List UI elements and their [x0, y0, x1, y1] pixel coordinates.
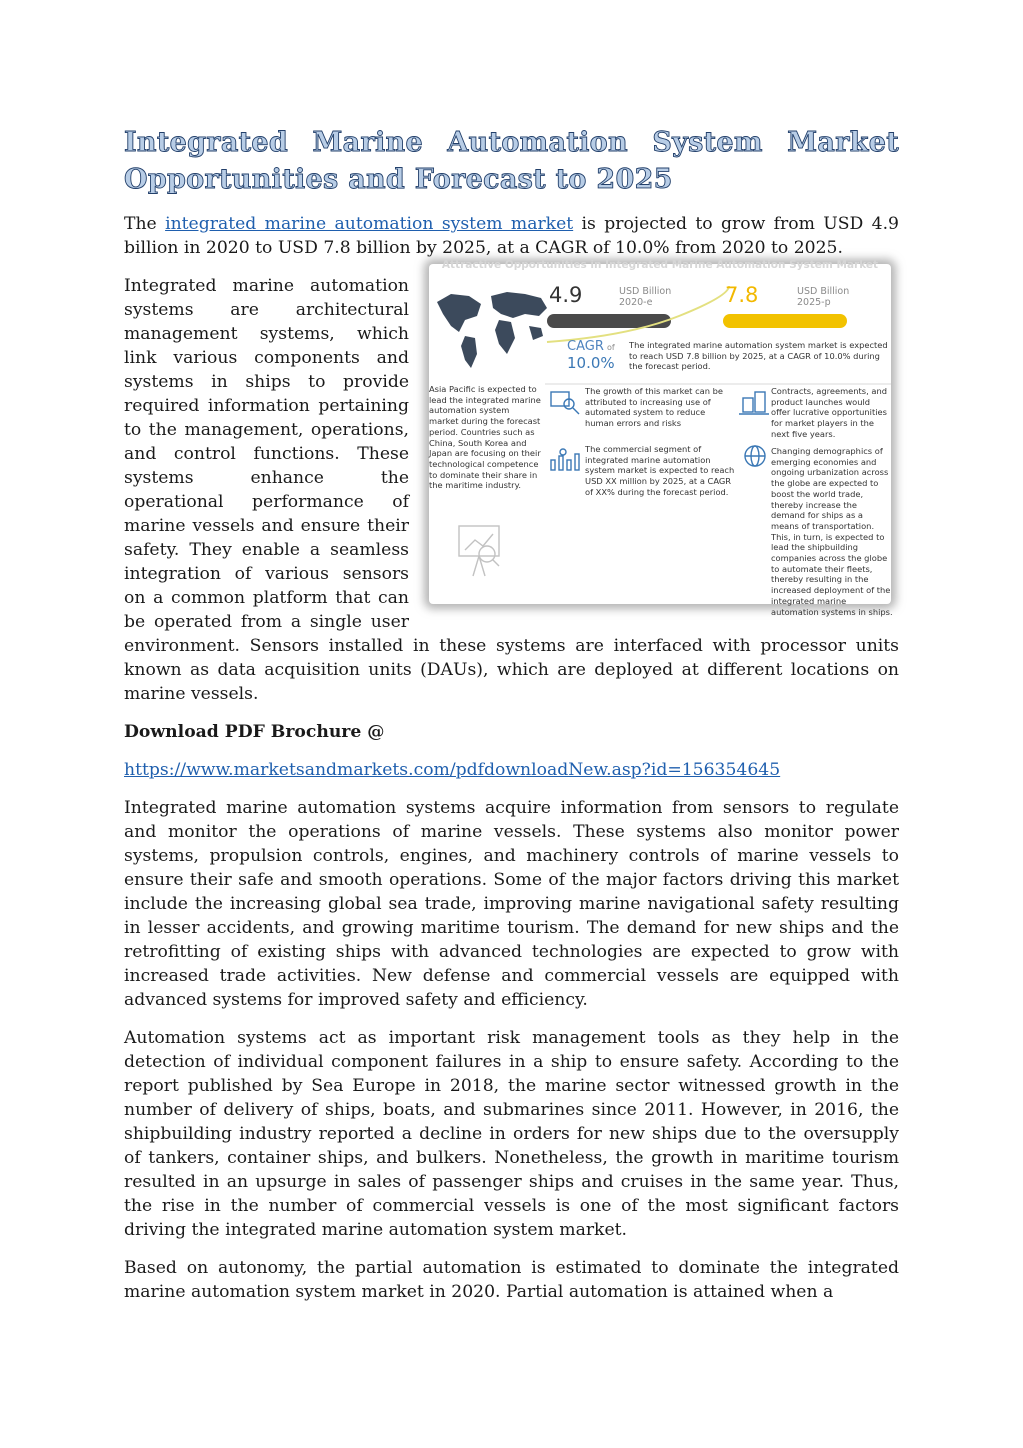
contracts-text: Contracts, agreements, and product launches would offer lucrative opportunities for market players in the next five years.: [771, 386, 887, 439]
bar-2025: [723, 314, 847, 328]
title-line-1: Integrated Marine Automation System Market: [124, 127, 899, 158]
cagr-of: of: [607, 343, 615, 352]
paragraph-3: Automation systems act as important risk management tools as they help in the detection of individual component failures in a ship to ensure safety. According to the report published by Sea Europe in 2018, the marine sector witnessed growth in the number of delivery of ships, boats, and submarines since 2011. However, in 2016, the shipbuilding industry reported a decline in orders for new ships due to the oversupply of tankers, container ships, and bulkers. Nonetheless, the growth in maritime tourism resulted in an upsurge in sales of passenger ships and cruises in the same year. Thus, the rise in the number of commercial vessels is one of the most significant factors driving the integrated marine automation system market.: [124, 1028, 899, 1240]
commercial-box: [585, 444, 735, 514]
value-2025: 7.8: [725, 283, 759, 307]
paragraph-2: Integrated marine automation systems acquire information from sensors to regulate and monitor the operations of marine vessels. These systems also monitor power systems, propulsion controls, engines, and machinery controls of marine vessels to ensure their safe and smooth operations. Some of the major factors driving this market include the increasing global sea trade, improving marine navigational safety resulting in lesser accidents, and growing maritime tourism. The demand for new ships and the retrofitting of existing ships with advanced technologies are expected to grow with increased trade activities. New defense and commercial vessels are equipped with advanced systems for improved safety and efficiency.: [124, 798, 899, 1010]
commercial-text: The commercial segment of integrated marine automation system market is expected to reach USD XX million by 2025, at a CAGR of XX% during the forecast period.: [585, 444, 735, 497]
document-page: [124, 124, 899, 1304]
page-title: [124, 124, 899, 198]
demographics-text: Changing demographics of emerging economies and ongoing urbanization across the globe are expected to boost the world trade, thereby increase the demand for ships as a means of transportation. This, in turn, is expected to lead the shipbuilding companies across the globe to automate their fleets, thereby resulting in the increased deployment of the integrated marine automation systems in ships.: [771, 446, 893, 617]
growth-box: [585, 386, 735, 446]
year-2025: 2025-p: [797, 297, 831, 308]
asia-box: [429, 384, 541, 504]
presentation-chart-icon: [459, 526, 499, 576]
intro-prefix: The: [124, 214, 166, 234]
asia-text: Asia Pacific is expected to lead the integrated marine automation system market during the forecast period. Countries such as China, South Korea and Japan are focusing on their technological competence to dominate their share in the maritime industry.: [429, 384, 541, 491]
year-2020: 2020-e: [619, 297, 653, 308]
paragraph-wrap: Integrated marine automation systems are architectural management systems, which link various components and systems in ships to provide required information pertaining to the management, operations, and control functions. These systems enhance the operational performance of marine vessels and ensure their safety. They enable a seamless integration of various sensors on a common platform that can be operated from a single user environment. Sensors installed in these systems are interfaced with processor units known as data acquisition units (DAUs), which are deployed at different locations on marine vessels.: [124, 276, 899, 704]
market-link[interactable]: integrated marine automation system market: [165, 214, 574, 234]
infographic-header: Attractive Opportunities in Integrated Marine Automation System Market: [441, 259, 879, 271]
summary-text: The integrated marine automation system market is expected to reach USD 7.8 billion by 2025, at a CAGR of 10.0% during the forecast period.: [629, 340, 888, 371]
growth-text: The growth of this market can be attributed to increasing use of automated system to reduce human errors and risks: [585, 386, 723, 429]
title-line-2: Opportunities and Forecast to 2025: [124, 164, 673, 195]
infographic: [429, 259, 907, 624]
bar-growth-icon: [551, 449, 579, 470]
cagr-value: 10.0%: [567, 354, 615, 372]
infographic-svg: [429, 259, 893, 617]
unit-2020: USD Billion: [619, 286, 672, 297]
download-url-line: [124, 758, 899, 782]
intro-suffix: is projected to grow from USD 4.9 billion in 2020 to USD 7.8 billion by 2025, at a CAGR of 10.0% from 2020 to 2025.: [124, 214, 899, 258]
brochure-link[interactable]: https://www.marketsandmarkets.com/pdfdownloadNew.asp?id=156354645: [124, 760, 781, 780]
cagr-label: CAGR: [567, 339, 604, 354]
world-map-icon: [437, 292, 547, 368]
intro-paragraph: [124, 212, 899, 260]
unit-2025: USD Billion: [797, 286, 850, 297]
infographic-frame: [429, 259, 893, 617]
paragraph-4: Based on autonomy, the partial automation is estimated to dominate the integrated marine automation system market in 2020. Partial automation is attained when a: [124, 1258, 899, 1302]
documents-icon: [739, 392, 769, 414]
summary-box: [629, 340, 891, 380]
magnifier-chart-icon: [551, 392, 579, 414]
value-2020: 4.9: [549, 283, 583, 307]
demographics-box: [771, 446, 893, 617]
download-title: Download PDF Brochure @: [124, 722, 385, 742]
globe-icon: [745, 446, 765, 466]
